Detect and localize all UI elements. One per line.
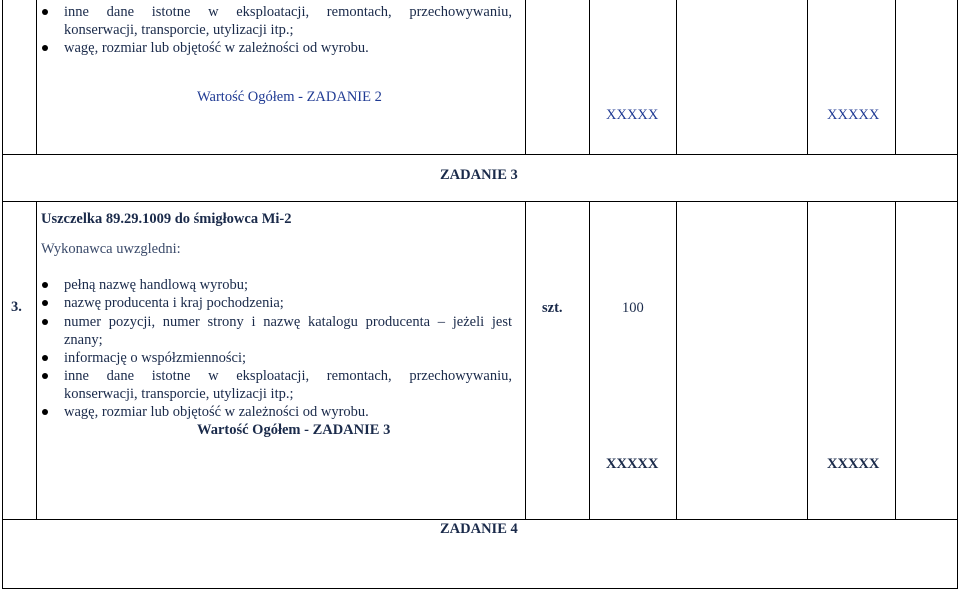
xxxxx-value: XXXXX [827, 456, 880, 472]
col-line [807, 0, 808, 154]
section-heading-task3: ZADANIE 3 [440, 167, 518, 183]
total-label-task2: Wartość Ogółem - ZADANIE 2 [197, 89, 382, 105]
item-title: Uszczelka 89.29.1009 do śmigłowca Mi-2 [41, 211, 292, 227]
list-item: inne dane istotne w eksploatacji, remontach, przechowywaniu, [64, 368, 512, 384]
xxxxx-value: XXXXX [827, 107, 880, 123]
list-item-continuation: konserwacji, transporcie, utylizacji itp.; [64, 386, 294, 402]
list-item: wagę, rozmiar lub objętość w zależności od wyrobu. [64, 404, 369, 420]
list-item: numer pozycji, numer strony i nazwę katalogu producenta – jeżeli jest [64, 314, 512, 330]
bullet-icon [42, 9, 48, 15]
section-heading-task4: ZADANIE 4 [440, 521, 518, 537]
col-line [676, 0, 677, 154]
xxxxx-value: XXXXX [606, 107, 659, 123]
unit-cell: szt. [542, 300, 563, 316]
list-item: informację o współzmienności; [64, 350, 247, 366]
bullet-icon [42, 319, 48, 325]
list-item: pełną nazwę handlową wyrobu; [64, 277, 249, 293]
table-border-left [2, 0, 3, 589]
col-line [525, 201, 526, 519]
item-intro: Wykonawca uwzgledni: [41, 241, 181, 257]
bullet-icon [42, 45, 48, 51]
col-line [807, 201, 808, 519]
row-line [2, 201, 958, 202]
col-line [36, 0, 37, 154]
total-label-task3: Wartość Ogółem - ZADANIE 3 [197, 422, 391, 438]
col-line [895, 0, 896, 154]
list-item: nazwę producenta i kraj pochodzenia; [64, 295, 284, 311]
bullet-icon [42, 373, 48, 379]
col-line [36, 201, 37, 519]
quantity-cell: 100 [622, 300, 644, 316]
col-line [589, 0, 590, 154]
col-line [525, 0, 526, 154]
list-item-continuation: znany; [64, 332, 103, 348]
col-line [895, 201, 896, 519]
row-number: 3. [11, 299, 22, 315]
bullet-icon [42, 355, 48, 361]
col-line [589, 201, 590, 519]
xxxxx-value: XXXXX [606, 456, 659, 472]
table-border-right [957, 0, 958, 589]
list-item: inne dane istotne w eksploatacji, remontach, przechowywaniu, [64, 4, 512, 20]
bullet-icon [42, 300, 48, 306]
row-line [2, 154, 958, 155]
bullet-icon [42, 282, 48, 288]
col-line [676, 201, 677, 519]
bullet-icon [42, 409, 48, 415]
list-item-continuation: konserwacji, transporcie, utylizacji itp.; [64, 22, 294, 38]
list-item: wagę, rozmiar lub objętość w zależności od wyrobu. [64, 40, 369, 56]
